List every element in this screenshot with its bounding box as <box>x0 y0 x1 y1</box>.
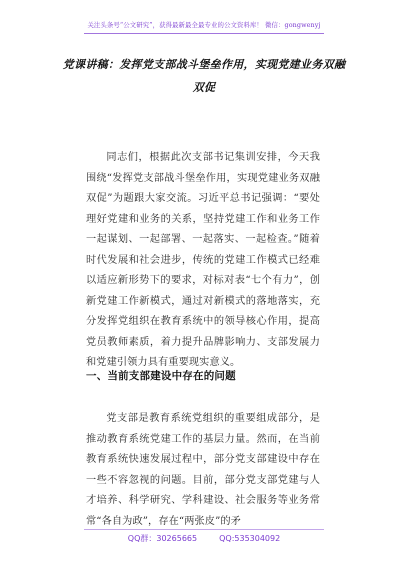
header-promo-text: 关注头条号“公文研究”，获得最新最全最专业的公文资料库！ 微信：gongwenyj <box>87 21 321 29</box>
header-divider <box>84 33 324 34</box>
body-paragraph-2: 党支部是教育系统党组织的重要组成部分，是推动教育系统党建工作的基层力量。然而，在当前教育系统快速发展过程中，部分党支部建设中存在一些不容忽视的问题。目前，部分党支部党建与人才培养、科学研究、学科建设、社会服务等业务常常“各自为政”，存在“两张皮”的矛 <box>86 413 320 527</box>
body-paragraph-1: 同志们，根据此次支部书记集训安排，今天我围绕“发挥党支部战斗堡垒作用，实现党建业务双融双促”为题跟大家交流。习近平总书记强调：“要处理好党建和业务的关系，坚持党建工作和业务工作一起谋划、一起部署、一起落实、一起检查。”随着时代发展和社会进步，传统的党建工作模式已经难以适应新形势下的要求，对标对表“七个有力”，创新党建工作新模式，通过对新模式的落地落实，充分发挥党组织在教育系统中的领导核心作用，提高党员教师素质，着力提升品牌影响力、支部发展力和党建引领力具有重要现实意义。 <box>86 152 320 368</box>
section-heading-1: 一、当前支部建设中存在的问题 <box>86 370 236 382</box>
footer-divider <box>84 529 324 530</box>
footer-contact <box>0 533 408 544</box>
footer-qq: QQ:535304092 <box>219 534 281 543</box>
footer-qq-group: QQ群：30265665 <box>127 534 198 543</box>
document-title: 党课讲稿：发挥党支部战斗堡垒作用，实现党建业务双融双促 <box>62 58 346 94</box>
